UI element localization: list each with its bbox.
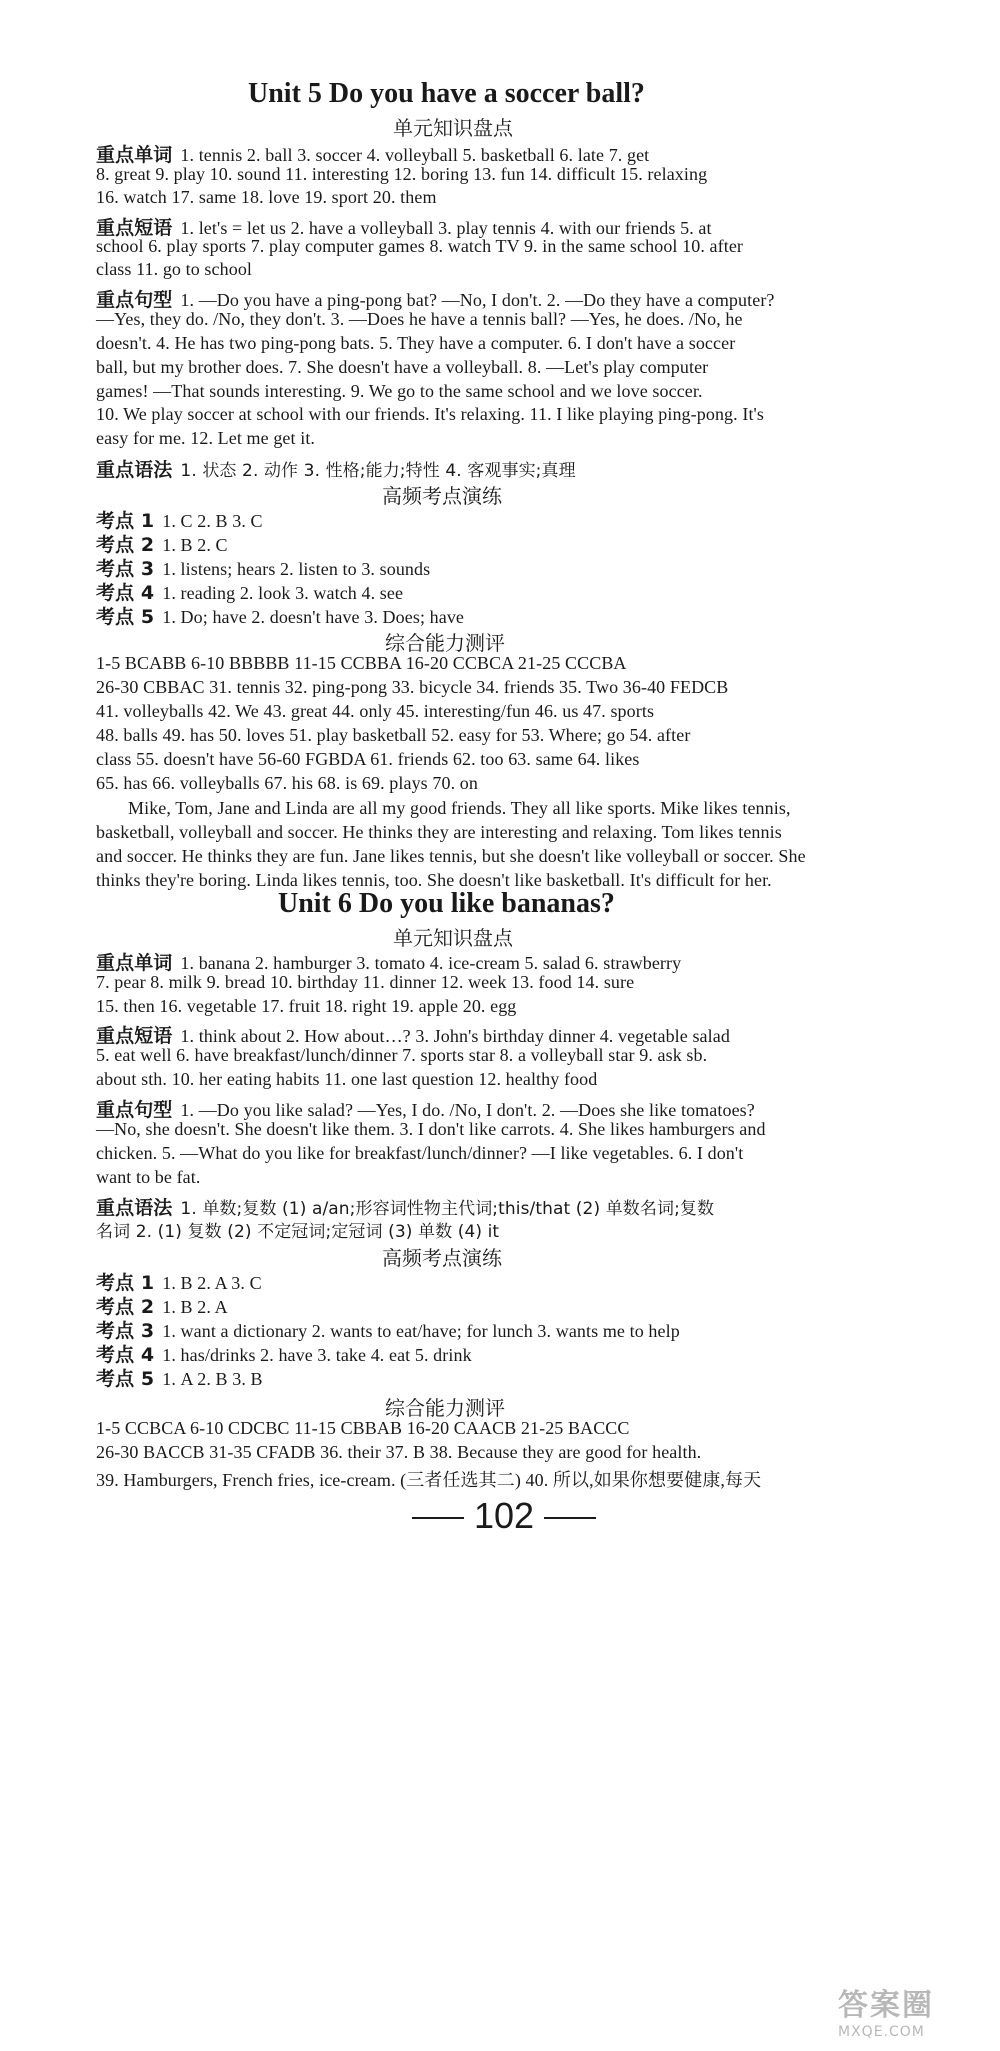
unit5-test-heading: 综合能力测评	[385, 631, 505, 655]
unit5-sentences-line: ball, but my brother does. 7. She doesn't have a volleyball. 8. —Let's play computer	[96, 357, 709, 377]
unit5-kp-row: 考点 2 1. B 2. C	[96, 534, 228, 556]
unit5-knowledge-heading: 单元知识盘点	[393, 116, 513, 140]
unit6-kp-row: 考点 2 1. B 2. A	[96, 1296, 228, 1318]
unit5-kp-row: 考点 4 1. reading 2. look 3. watch 4. see	[96, 582, 404, 604]
unit6-phrases-line: about sth. 10. her eating habits 11. one last question 12. healthy food	[96, 1069, 598, 1089]
watermark-logo	[838, 1980, 988, 2042]
key-grammar-label: 重点语法	[96, 459, 173, 481]
unit6-sentences-line: chicken. 5. —What do you like for breakfast/lunch/dinner? —I like vegetables. 6. I don't	[96, 1143, 744, 1163]
unit6-practice-heading: 高频考点演练	[382, 1246, 502, 1270]
unit5-sentences-line: 10. We play soccer at school with our friends. It's relaxing. 11. I like playing ping-pong. It's	[96, 404, 764, 424]
unit5-sentences-line: games! —That sounds interesting. 9. We go to the same school and we love soccer.	[96, 381, 703, 401]
unit5-phrases-line: 重点短语 1. let's = let us 2. have a volleyball 3. play tennis 4. with our friends 5. at	[96, 217, 712, 239]
unit6-phrases-line: 5. eat well 6. have breakfast/lunch/dinner 7. sports star 8. a volleyball star 9. ask sb.	[96, 1045, 708, 1065]
unit6-words-line: 15. then 16. vegetable 17. fruit 18. right 19. apple 20. egg	[96, 996, 517, 1016]
unit5-sentences-line: —Yes, they do. /No, they don't. 3. —Does he have a tennis ball? —Yes, he does. /No, he	[96, 309, 743, 329]
page-number: 102	[402, 1495, 606, 1537]
key-words-label: 重点单词	[96, 952, 173, 974]
unit6-test-line: 39. Hamburgers, French fries, ice-cream. (三者任选其二) 40. 所以,如果你想要健康,每天	[96, 1470, 762, 1490]
unit6-test-heading: 综合能力测评	[385, 1396, 505, 1420]
unit5-essay-line: and soccer. He thinks they are fun. Jane likes tennis, but she doesn't like volleyball or soccer. She	[96, 846, 806, 866]
unit6-grammar-line: 名词 2. (1) 复数 (2) 不定冠词;定冠词 (3) 单数 (4) it	[96, 1222, 500, 1242]
unit5-test-line: 41. volleyballs 42. We 43. great 44. only 45. interesting/fun 46. us 47. sports	[96, 701, 655, 721]
unit6-phrases-line: 重点短语 1. think about 2. How about…? 3. John's birthday dinner 4. vegetable salad	[96, 1025, 730, 1047]
unit6-words-line: 重点单词 1. banana 2. hamburger 3. tomato 4. ice-cream 5. salad 6. strawberry	[96, 952, 682, 974]
unit5-test-line: 26-30 CBBAC 31. tennis 32. ping-pong 33. bicycle 34. friends 35. Two 36-40 FEDCB	[96, 677, 729, 697]
unit5-words-line: 16. watch 17. same 18. love 19. sport 20. them	[96, 187, 437, 207]
unit6-sentences-line: want to be fat.	[96, 1167, 201, 1187]
unit6-sentences-line: —No, she doesn't. She doesn't like them. 3. I don't like carrots. 4. She likes hamburgers and	[96, 1119, 766, 1139]
unit5-phrases-line: school 6. play sports 7. play computer games 8. watch TV 9. in the same school 10. after	[96, 236, 743, 256]
unit5-kp-row: 考点 1 1. C 2. B 3. C	[96, 510, 263, 532]
unit5-test-line: class 55. doesn't have 56-60 FGBDA 61. friends 62. too 63. same 64. likes	[96, 749, 640, 769]
unit6-sentences-line: 重点句型 1. —Do you like salad? —Yes, I do. /No, I don't. 2. —Does she like tomatoes?	[96, 1099, 755, 1121]
unit6-kp-row: 考点 4 1. has/drinks 2. have 3. take 4. eat 5. drink	[96, 1344, 472, 1366]
key-phrases-label: 重点短语	[96, 1025, 173, 1047]
page-number-dash	[412, 1517, 464, 1519]
unit5-kp-row: 考点 5 1. Do; have 2. doesn't have 3. Does; have	[96, 606, 465, 628]
watermark-url: MXQE.COM	[838, 2024, 925, 2040]
unit5-words-line: 重点单词 1. tennis 2. ball 3. soccer 4. volleyball 5. basketball 6. late 7. get	[96, 144, 650, 166]
unit5-title: Unit 5 Do you have a soccer ball?	[248, 78, 645, 109]
key-phrases-label: 重点短语	[96, 217, 173, 239]
unit6-words-line: 7. pear 8. milk 9. bread 10. birthday 11. dinner 12. week 13. food 14. sure	[96, 972, 635, 992]
key-sentences-label: 重点句型	[96, 1099, 173, 1121]
unit5-test-line: 65. has 66. volleyballs 67. his 68. is 69. plays 70. on	[96, 773, 478, 793]
unit5-essay-line: basketball, volleyball and soccer. He thinks they are interesting and relaxing. Tom likes tennis	[96, 822, 782, 842]
unit5-words-line: 8. great 9. play 10. sound 11. interesting 12. boring 13. fun 14. difficult 15. relaxing	[96, 164, 708, 184]
unit6-kp-row: 考点 5 1. A 2. B 3. B	[96, 1368, 263, 1390]
unit6-knowledge-heading: 单元知识盘点	[393, 926, 513, 950]
unit5-sentences-line: easy for me. 12. Let me get it.	[96, 428, 316, 448]
key-grammar-label: 重点语法	[96, 1197, 173, 1219]
unit5-essay-line: Mike, Tom, Jane and Linda are all my good friends. They all like sports. Mike likes tennis,	[128, 798, 791, 818]
page-number-dash	[544, 1517, 596, 1519]
watermark-text: 答案圈	[838, 1988, 934, 2023]
unit5-sentences-line: doesn't. 4. He has two ping-pong bats. 5. They have a computer. 6. I don't have a soccer	[96, 333, 736, 353]
unit6-kp-row: 考点 3 1. want a dictionary 2. wants to eat/have; for lunch 3. wants me to help	[96, 1320, 680, 1342]
unit6-kp-row: 考点 1 1. B 2. A 3. C	[96, 1272, 262, 1294]
unit5-phrases-line: class 11. go to school	[96, 259, 253, 279]
unit5-practice-heading: 高频考点演练	[382, 484, 502, 508]
unit6-test-line: 1-5 CCBCA 6-10 CDCBC 11-15 CBBAB 16-20 CAACB 21-25 BACCC	[96, 1418, 630, 1438]
unit6-grammar-line: 重点语法 1. 单数;复数 (1) a/an;形容词性物主代词;this/that (2) 单数名词;复数	[96, 1197, 715, 1219]
unit5-test-line: 48. balls 49. has 50. loves 51. play basketball 52. easy for 53. Where; go 54. after	[96, 725, 691, 745]
unit5-test-line: 1-5 BCABB 6-10 BBBBB 11-15 CCBBA 16-20 CCBCA 21-25 CCCBA	[96, 653, 627, 673]
unit5-kp-row: 考点 3 1. listens; hears 2. listen to 3. sounds	[96, 558, 431, 580]
unit5-essay-line: thinks they're boring. Linda likes tennis, too. She doesn't like basketball. It's difficult for her.	[96, 870, 772, 890]
unit5-sentences-line: 重点句型 1. —Do you have a ping-pong bat? —No, I don't. 2. —Do they have a computer?	[96, 289, 775, 311]
unit6-test-line: 26-30 BACCB 31-35 CFADB 36. their 37. B 38. Because they are good for health.	[96, 1442, 702, 1462]
key-sentences-label: 重点句型	[96, 289, 173, 311]
unit6-title: Unit 6 Do you like bananas?	[278, 888, 615, 919]
unit5-grammar-line: 重点语法 1. 状态 2. 动作 3. 性格;能力;特性 4. 客观事实;真理	[96, 459, 576, 481]
key-words-label: 重点单词	[96, 144, 173, 166]
